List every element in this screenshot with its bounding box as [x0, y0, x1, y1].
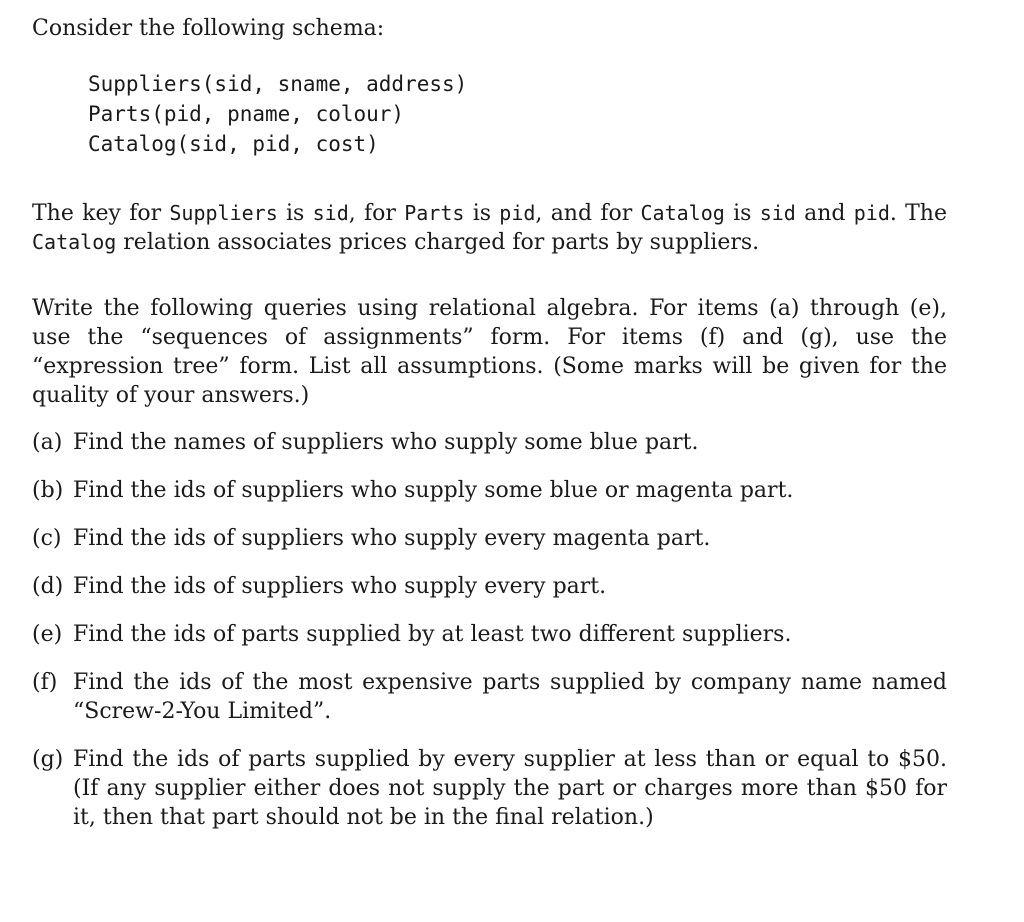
query-text: Find the ids of the most expensive parts supplied by company name named “Screw-2-You Limited”. — [73, 670, 947, 724]
schema-suppliers: Suppliers(sid, sname, address) — [88, 72, 468, 96]
query-item-f — [32, 668, 947, 726]
query-item-c — [32, 524, 947, 553]
keys-paragraph: The key for Suppliers is sid, for Parts is pid, and for Catalog is sid and pid. The Catalog relation associates prices charged for parts by suppliers. — [32, 201, 947, 255]
query-item-e — [32, 620, 947, 649]
query-item-b — [32, 476, 947, 505]
query-list — [32, 428, 947, 832]
schema-parts: Parts(pid, pname, colour) — [88, 102, 405, 126]
query-label: (a) — [32, 430, 63, 455]
query-label: (g) — [32, 747, 64, 772]
schema-block — [88, 69, 947, 159]
query-text: Find the ids of parts supplied by every supplier at less than or equal to $50. (If any supplier either does not supply the part or charges more than $50 for it, then that part should not be in the final relation.) — [73, 747, 947, 830]
query-label: (f) — [32, 670, 58, 695]
query-text: Find the ids of suppliers who supply every magenta part. — [73, 526, 711, 551]
query-item-d — [32, 572, 947, 601]
document-page — [32, 14, 947, 851]
query-text: Find the ids of suppliers who supply every part. — [73, 574, 607, 599]
intro-text: Consider the following schema: — [32, 16, 385, 41]
query-label: (d) — [32, 574, 64, 599]
query-item-g — [32, 745, 947, 832]
query-label: (c) — [32, 526, 62, 551]
query-text: Find the ids of parts supplied by at least two different suppliers. — [73, 622, 792, 647]
query-label: (e) — [32, 622, 63, 647]
instructions-paragraph: Write the following queries using relational algebra. For items (a) through (e), use the “sequences of assignments” form. For items (f) and (g), use the “expression tree” form. List all assumptions. (Some marks will be given for the quality of your answers.) — [32, 296, 947, 408]
query-text: Find the names of suppliers who supply some blue part. — [73, 430, 699, 455]
query-item-a — [32, 428, 947, 457]
query-label: (b) — [32, 478, 64, 503]
query-text: Find the ids of suppliers who supply some blue or magenta part. — [73, 478, 794, 503]
schema-catalog: Catalog(sid, pid, cost) — [88, 132, 379, 156]
